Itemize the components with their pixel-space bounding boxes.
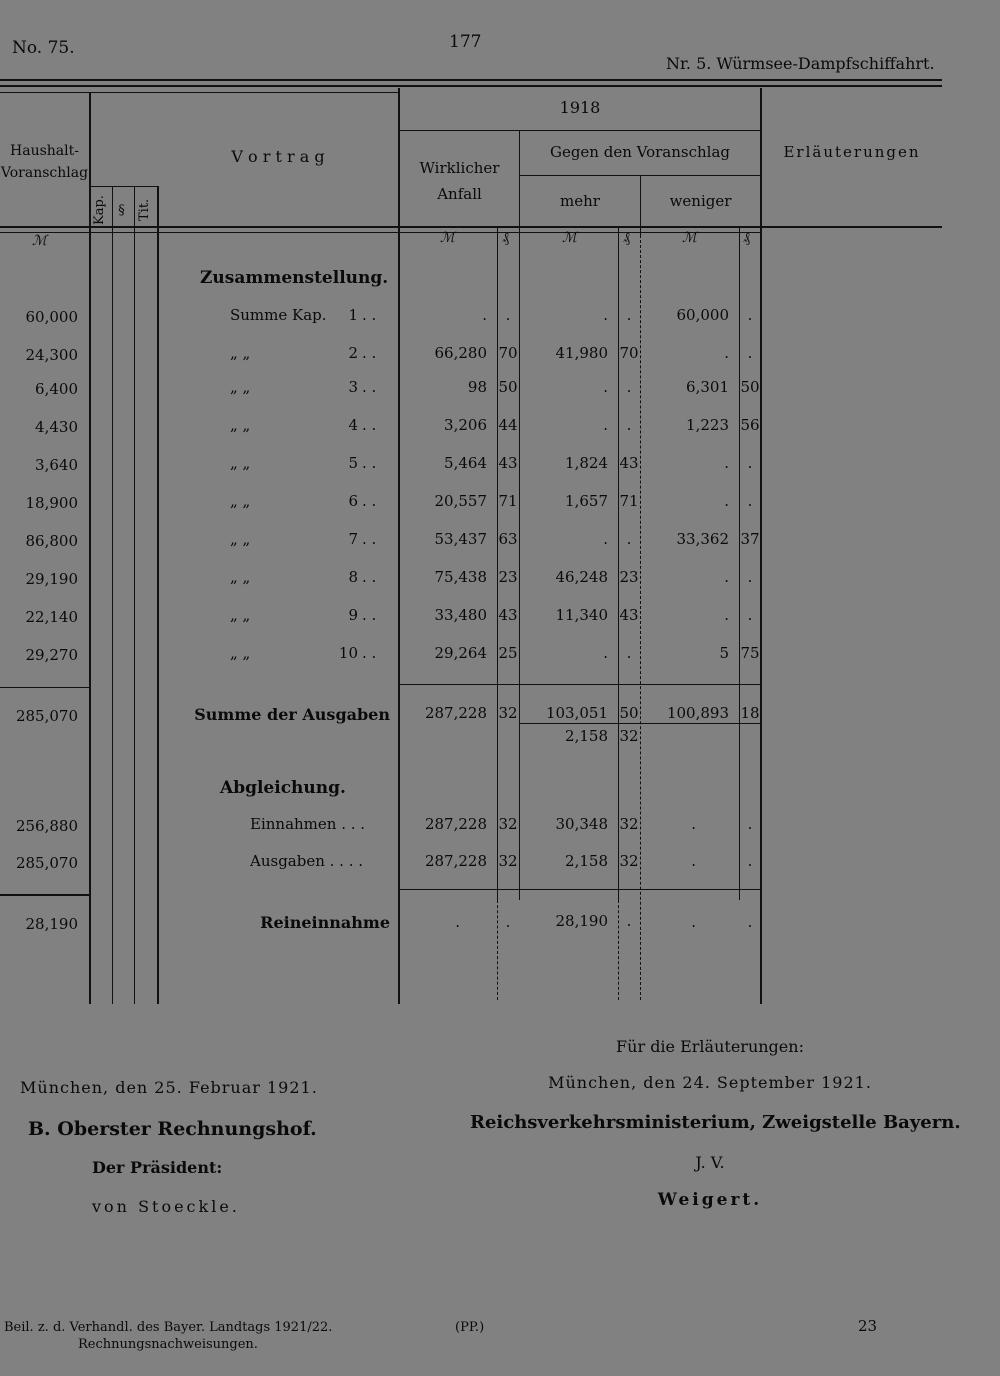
vline-anfall-pf	[497, 226, 498, 900]
row-anfall-p: 23	[498, 568, 518, 586]
row-mehr-m: .	[603, 378, 608, 396]
summe-diff-p: 32	[619, 727, 639, 745]
abg-weniger-m: .	[691, 852, 696, 870]
kap-rule	[90, 186, 158, 187]
footer-right-name: Weigert.	[657, 1190, 763, 1210]
row-anfall-m: 98	[467, 378, 487, 396]
header-weniger: weniger	[669, 192, 732, 210]
summe-rule-left	[0, 687, 90, 688]
header-rule-left	[0, 92, 400, 93]
footer-right-role: J. V.	[695, 1153, 725, 1172]
row-mehr-m: .	[603, 416, 608, 434]
row-label: „ „	[230, 344, 251, 362]
row-kap: 4	[348, 416, 358, 434]
row-weniger-m: .	[724, 492, 729, 510]
row-mehr-p: 71	[619, 492, 639, 510]
rein-budget: 28,190	[25, 915, 78, 933]
row-label: „ „	[230, 492, 251, 510]
row-budget: 86,800	[25, 532, 78, 550]
row-weniger-p: .	[747, 306, 753, 324]
row-budget: 29,190	[25, 570, 78, 588]
row-weniger-m: .	[724, 606, 729, 624]
abg-anfall-p: 32	[498, 852, 518, 870]
row-anfall-m: 33,480	[434, 606, 487, 624]
row-anfall-m: 66,280	[434, 344, 487, 362]
summe-anfall-p: 32	[498, 704, 518, 722]
row-budget: 60,000	[25, 308, 78, 326]
row-anfall-m: 5,464	[444, 454, 487, 472]
row-anfall-m: 29,264	[434, 644, 487, 662]
header-erlaeuterungen: Erläuterungen	[783, 143, 921, 161]
row-kap: 1	[348, 306, 358, 324]
row-label: „ „	[230, 416, 251, 434]
row-anfall-p: 43	[498, 454, 518, 472]
row-kap: 6	[348, 492, 358, 510]
header-gegen: Gegen den Voranschlag	[549, 143, 731, 161]
row-mehr-p: 70	[619, 344, 639, 362]
row-label: „ „	[230, 568, 251, 586]
row-anfall-p: 70	[498, 344, 518, 362]
header-year: 1918	[559, 98, 601, 117]
summe-diff-m: 2,158	[565, 727, 608, 745]
row-weniger-p: .	[747, 606, 753, 624]
vline-par	[134, 186, 135, 1004]
vline-anfall	[519, 130, 520, 900]
row-kap: 10	[338, 644, 358, 662]
row-mehr-m: 41,980	[555, 344, 608, 362]
row-kap: 2	[348, 344, 358, 362]
row-weniger-m: .	[724, 344, 729, 362]
footer-right-office: Reichsverkehrsministerium, Zweigstelle Bayern.	[470, 1112, 961, 1133]
abg-mehr-p: 32	[619, 852, 639, 870]
gegen-rule	[520, 175, 760, 176]
abg-mehr-p: 32	[619, 815, 639, 833]
header-mehr: mehr	[560, 192, 600, 210]
row-weniger-m: 33,362	[676, 530, 729, 548]
row-leader-dots: . .	[362, 378, 377, 396]
rein-mehr-m: 28,190	[555, 912, 608, 930]
row-mehr-p: 43	[619, 606, 639, 624]
row-mehr-p: .	[626, 378, 632, 396]
footer-left-role: Der Präsident:	[92, 1158, 223, 1177]
vline-tit	[157, 186, 159, 1004]
row-mehr-p: 43	[619, 454, 639, 472]
row-anfall-m: 53,437	[434, 530, 487, 548]
row-weniger-m: 6,301	[686, 378, 729, 396]
row-anfall-p: .	[505, 306, 511, 324]
row-kap: 9	[348, 606, 358, 624]
abg-anfall-p: 32	[498, 815, 518, 833]
summe-budget: 285,070	[15, 707, 78, 725]
unit-mark-budget: ℳ	[32, 233, 47, 249]
rein-anfall-p: .	[505, 913, 511, 931]
bottom-page-number: 23	[858, 1317, 878, 1335]
row-mehr-m: 1,657	[565, 492, 608, 510]
header-budget-line1: Haushalt-	[10, 143, 79, 159]
row-weniger-p: 75	[740, 644, 760, 662]
row-weniger-p: .	[747, 568, 753, 586]
row-leader-dots: . .	[362, 416, 377, 434]
unit-mark-mehr: ℳ	[562, 230, 577, 246]
summe-rule-diff	[520, 723, 760, 724]
row-weniger-p: .	[747, 344, 753, 362]
vline-kap	[112, 186, 113, 1004]
top-rule-2	[0, 85, 942, 87]
vline-mehr-pf	[618, 226, 619, 900]
abg-anfall-m: 287,228	[424, 815, 487, 833]
footer-right-intro: Für die Erläuterungen:	[616, 1037, 804, 1056]
footer-left-name: von Stoeckle.	[92, 1197, 240, 1216]
abg-weniger-p: .	[747, 815, 753, 833]
row-anfall-p: 50	[498, 378, 518, 396]
vline-weniger-pf	[739, 226, 740, 900]
row-leader-dots: . .	[362, 644, 377, 662]
header-budget-line2: Voranschlag	[0, 165, 89, 181]
row-budget: 6,400	[35, 380, 78, 398]
doc-number: No. 75.	[12, 38, 75, 58]
abg-budget: 285,070	[15, 854, 78, 872]
row-mehr-p: .	[626, 644, 632, 662]
bottom-left-line1: Beil. z. d. Verhandl. des Bayer. Landtags 1921/22.	[4, 1320, 333, 1335]
row-mehr-m: 11,340	[555, 606, 608, 624]
row-weniger-m: 5	[719, 644, 729, 662]
units-rule	[0, 232, 760, 233]
unit-pf-weniger: ₰	[743, 230, 750, 246]
row-mehr-p: .	[626, 306, 632, 324]
summe-anfall-m: 287,228	[424, 704, 487, 722]
header-kap: Kap.	[92, 195, 107, 225]
row-anfall-m: 20,557	[434, 492, 487, 510]
row-label: „ „	[230, 644, 251, 662]
abg-budget: 256,880	[15, 817, 78, 835]
abg-weniger-m: .	[691, 815, 696, 833]
row-kap: 5	[348, 454, 358, 472]
row-anfall-p: 63	[498, 530, 518, 548]
row-label: „ „	[230, 530, 251, 548]
summe-mehr-m: 103,051	[545, 704, 608, 722]
row-budget: 22,140	[25, 608, 78, 626]
row-kap: 7	[348, 530, 358, 548]
row-budget: 29,270	[25, 646, 78, 664]
top-rule-1	[0, 79, 942, 81]
rein-label: Reineinnahme	[260, 913, 390, 932]
row-label: Summe Kap.	[230, 306, 327, 324]
footer-left-office: B. Oberster Rechnungshof.	[28, 1118, 317, 1140]
header-bottom-rule	[0, 226, 942, 228]
section-zusammenstellung: Zusammenstellung.	[200, 268, 389, 288]
header-wirklicher-line1: Wirklicher	[419, 159, 500, 177]
abg-mehr-m: 2,158	[565, 852, 608, 870]
row-leader-dots: . .	[362, 568, 377, 586]
rein-mehr-p: .	[626, 912, 632, 930]
rein-rule-left	[0, 894, 90, 896]
row-anfall-p: 71	[498, 492, 518, 510]
header-title: Nr. 5. Würmsee-Dampfschiffahrt.	[666, 54, 935, 73]
row-weniger-m: .	[724, 568, 729, 586]
unit-pf-mehr: ₰	[623, 230, 630, 246]
summe-mehr-p: 50	[619, 704, 639, 722]
row-label: „ „	[230, 378, 251, 396]
row-budget: 24,300	[25, 346, 78, 364]
summe-weniger-p: 18	[740, 704, 760, 722]
rein-rule-right	[400, 889, 760, 890]
row-label: „ „	[230, 606, 251, 624]
row-anfall-p: 25	[498, 644, 518, 662]
abg-mehr-m: 30,348	[555, 815, 608, 833]
header-tit: Tit.	[137, 198, 152, 222]
header-par: §	[114, 202, 129, 218]
row-weniger-p: 50	[740, 378, 760, 396]
abg-weniger-p: .	[747, 852, 753, 870]
footer-right-place-date: München, den 24. September 1921.	[548, 1073, 872, 1092]
row-leader-dots: . .	[362, 344, 377, 362]
row-weniger-m: 1,223	[686, 416, 729, 434]
section-abgleichung: Abgleichung.	[220, 778, 346, 798]
row-mehr-p: .	[626, 416, 632, 434]
abg-label: Ausgaben . . . .	[250, 852, 364, 870]
row-kap: 8	[348, 568, 358, 586]
row-budget: 18,900	[25, 494, 78, 512]
row-leader-dots: . .	[362, 454, 377, 472]
row-weniger-p: .	[747, 454, 753, 472]
row-mehr-m: .	[603, 644, 608, 662]
year-rule	[400, 130, 760, 131]
row-budget: 3,640	[35, 456, 78, 474]
rein-weniger-m: .	[691, 913, 696, 931]
rein-anfall-m: .	[455, 913, 460, 931]
row-anfall-m: 3,206	[444, 416, 487, 434]
row-weniger-p: 37	[740, 530, 760, 548]
row-mehr-m: 1,824	[565, 454, 608, 472]
summe-weniger-m: 100,893	[666, 704, 729, 722]
row-budget: 4,430	[35, 418, 78, 436]
page-number: 177	[449, 32, 482, 52]
row-mehr-m: .	[603, 530, 608, 548]
row-weniger-p: .	[747, 492, 753, 510]
rein-weniger-p: .	[747, 913, 753, 931]
unit-mark-anfall: ℳ	[440, 230, 455, 246]
row-label: „ „	[230, 454, 251, 472]
row-weniger-m: .	[724, 454, 729, 472]
header-budget	[0, 140, 89, 184]
row-anfall-p: 44	[498, 416, 518, 434]
row-anfall-m: 75,438	[434, 568, 487, 586]
abg-label: Einnahmen . . .	[250, 815, 366, 833]
row-kap: 3	[348, 378, 358, 396]
row-mehr-m: .	[603, 306, 608, 324]
summe-rule-right	[400, 684, 760, 685]
row-leader-dots: . .	[362, 606, 377, 624]
row-mehr-p: .	[626, 530, 632, 548]
footer-left-place-date: München, den 25. Februar 1921.	[20, 1078, 318, 1097]
row-leader-dots: . .	[362, 306, 377, 324]
row-leader-dots: . .	[362, 492, 377, 510]
unit-pf-anfall: ₰	[502, 230, 509, 246]
row-mehr-m: 46,248	[555, 568, 608, 586]
summe-label: Summe der Ausgaben	[194, 705, 390, 724]
row-weniger-m: 60,000	[676, 306, 729, 324]
header-wirklicher-line2: Anfall	[437, 185, 482, 203]
row-mehr-p: 23	[619, 568, 639, 586]
header-wirklicher	[400, 155, 519, 207]
vline-budget	[89, 92, 91, 1004]
unit-mark-weniger: ℳ	[682, 230, 697, 246]
header-vortrag: V o r t r a g	[231, 147, 325, 166]
bottom-left-line2: Rechnungsnachweisungen.	[78, 1337, 258, 1352]
row-anfall-p: 43	[498, 606, 518, 624]
row-weniger-p: 56	[740, 416, 760, 434]
row-leader-dots: . .	[362, 530, 377, 548]
row-anfall-m: .	[482, 306, 487, 324]
bottom-center: (PP.)	[455, 1320, 485, 1335]
abg-anfall-m: 287,228	[424, 852, 487, 870]
